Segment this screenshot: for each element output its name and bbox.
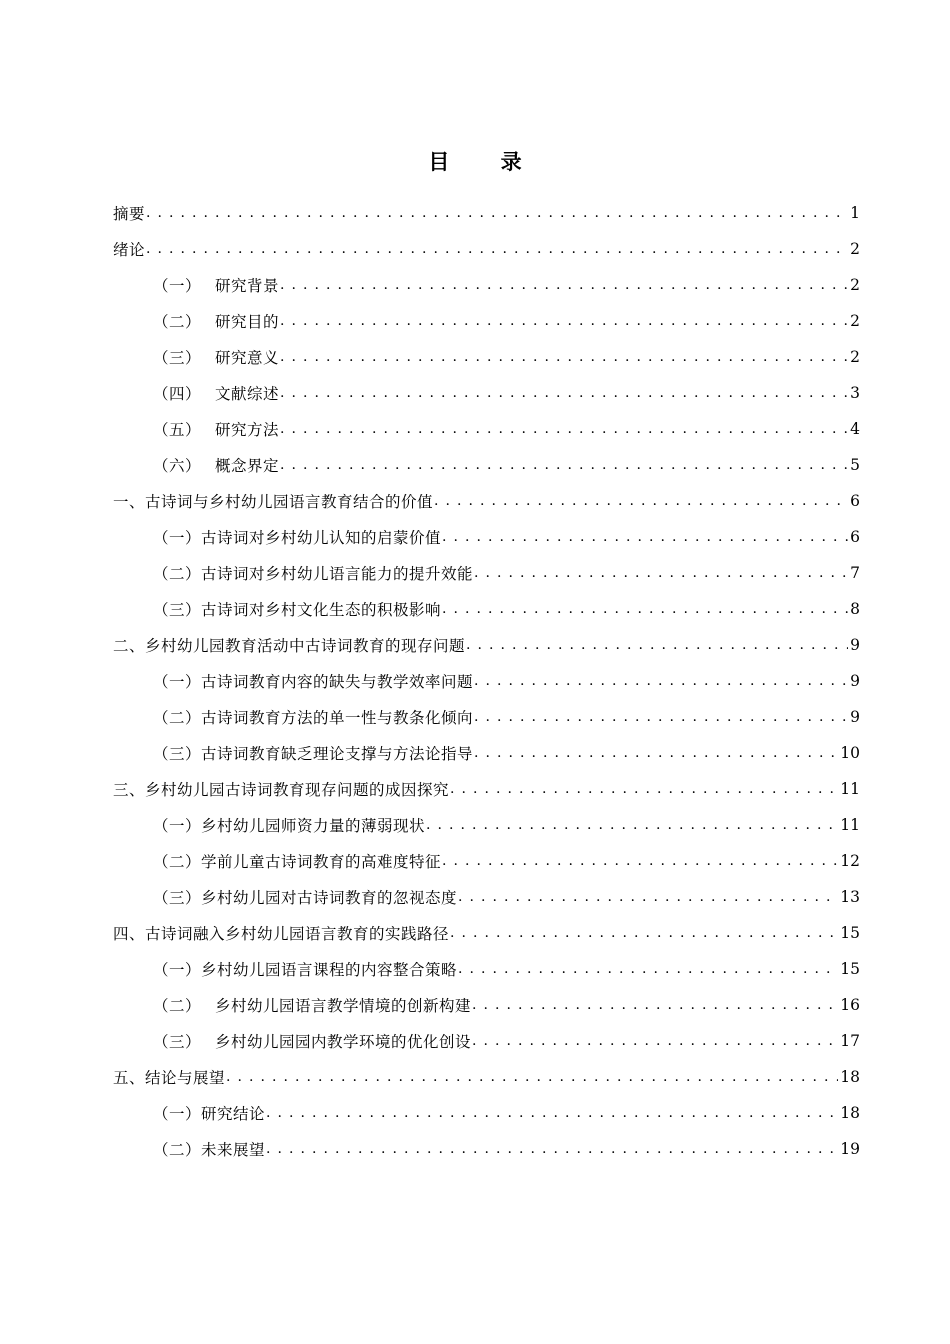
toc-page-number: 6 <box>850 528 860 546</box>
toc-entry-number: （二） <box>153 709 202 727</box>
toc-page-number: 11 <box>840 780 860 798</box>
toc-entry[interactable] <box>153 448 860 482</box>
toc-entry-title: 古诗词与乡村幼儿园语言教育结合的价值 <box>145 493 434 511</box>
toc-page-number: 2 <box>850 312 860 330</box>
toc-dot-leader <box>442 527 848 547</box>
toc-entry-number: （二） <box>153 997 202 1015</box>
toc-entry-number: （四） <box>153 385 202 403</box>
toc-entry-title: 研究结论 <box>201 1105 266 1123</box>
toc-entry-title: 文献综述 <box>215 385 280 403</box>
toc-entry-number: （二） <box>153 565 202 583</box>
toc-entry-number: 一、 <box>113 493 146 511</box>
toc-entry-number: （六） <box>153 457 202 475</box>
toc-entry-number: 四、 <box>113 925 146 943</box>
toc-dot-leader <box>474 707 848 727</box>
toc-page-number: 15 <box>840 960 860 978</box>
toc-dot-leader <box>472 995 838 1015</box>
toc-page-number: 2 <box>850 276 860 294</box>
toc-entry-label <box>153 562 473 584</box>
toc-entry-number: 二、 <box>113 637 146 655</box>
toc-entry-label <box>113 1066 225 1088</box>
toc-entry-title: 乡村幼儿园语言教学情境的创新构建 <box>215 997 472 1015</box>
toc-dot-leader <box>146 239 848 259</box>
toc-entry-number: （一） <box>153 961 202 979</box>
toc-entry-number: （一） <box>153 673 202 691</box>
toc-page-number: 18 <box>840 1068 860 1086</box>
toc-entry[interactable] <box>153 376 860 410</box>
toc-entry-label <box>153 274 279 296</box>
toc-page-number: 9 <box>850 636 860 654</box>
toc-entry[interactable] <box>153 1132 860 1166</box>
toc-entry[interactable] <box>153 340 860 374</box>
toc-entry[interactable] <box>113 196 860 230</box>
toc-page-number: 11 <box>840 816 860 834</box>
toc-entry-title: 古诗词教育方法的单一性与教条化倾向 <box>201 709 474 727</box>
toc-entry-number: （三） <box>153 745 202 763</box>
toc-entry-label <box>153 598 441 620</box>
toc-dot-leader <box>280 383 848 403</box>
toc-entry-number: （五） <box>153 421 202 439</box>
toc-entry-number: （二） <box>153 1141 202 1159</box>
toc-page-number: 6 <box>850 492 860 510</box>
toc-entry-title: 研究背景 <box>215 277 280 295</box>
toc-entry[interactable] <box>153 556 860 590</box>
toc-entry-number: （三） <box>153 601 202 619</box>
toc-entry-title: 结论与展望 <box>145 1069 226 1087</box>
toc-page-number: 16 <box>840 996 860 1014</box>
toc-entry-number: （一） <box>153 817 202 835</box>
toc-entry-title: 乡村幼儿园古诗词教育现存问题的成因探究 <box>145 781 450 799</box>
toc-dot-leader <box>280 275 848 295</box>
toc-entry[interactable] <box>113 1060 860 1094</box>
toc-entry-title: 乡村幼儿园教育活动中古诗词教育的现存问题 <box>145 637 466 655</box>
toc-page-number: 4 <box>850 420 860 438</box>
toc-entry[interactable] <box>153 880 860 914</box>
toc-entry-title: 乡村幼儿园对古诗词教育的忽视态度 <box>201 889 458 907</box>
toc-entry-title: 古诗词融入乡村幼儿园语言教育的实践路径 <box>145 925 450 943</box>
toc-dot-leader <box>426 815 838 835</box>
toc-dot-leader <box>458 959 838 979</box>
toc-entry-label <box>153 886 457 908</box>
toc-entry[interactable] <box>153 808 860 842</box>
toc-page-number: 10 <box>840 744 860 762</box>
toc-dot-leader <box>280 311 848 331</box>
page-title: 目 录 <box>428 149 544 174</box>
toc-entry-title: 研究目的 <box>215 313 280 331</box>
toc-page-number: 9 <box>850 708 860 726</box>
toc-entry-label <box>153 526 441 548</box>
toc-entry-number: （二） <box>153 313 202 331</box>
toc-entry-label <box>113 634 465 656</box>
toc-entry-title: 古诗词教育内容的缺失与教学效率问题 <box>201 673 474 691</box>
toc-entry-label <box>113 922 449 944</box>
toc-entry[interactable] <box>153 304 860 338</box>
toc-dot-leader <box>472 1031 838 1051</box>
toc-entry-title: 乡村幼儿园语言课程的内容整合策略 <box>201 961 458 979</box>
toc-entry-label <box>153 850 441 872</box>
toc-entry[interactable] <box>153 736 860 770</box>
toc-dot-leader <box>474 743 838 763</box>
toc-dot-leader <box>280 455 848 475</box>
toc-page-number: 8 <box>850 600 860 618</box>
toc-dot-leader <box>146 203 848 223</box>
toc-entry-label <box>113 202 145 224</box>
toc-page-number: 12 <box>840 852 860 870</box>
toc-entry[interactable] <box>113 628 860 662</box>
toc-entry-label <box>153 706 473 728</box>
toc-entry-number: （一） <box>153 1105 202 1123</box>
toc-entry-label <box>153 454 279 476</box>
toc-entry-label <box>153 418 279 440</box>
toc-entry[interactable] <box>153 592 860 626</box>
toc-entry-number: （三） <box>153 889 202 907</box>
toc-entry[interactable] <box>113 484 860 518</box>
toc-entry-label <box>153 742 473 764</box>
toc-page-number: 9 <box>850 672 860 690</box>
toc-entry-label <box>153 994 471 1016</box>
toc-entry-title: 摘要 <box>113 205 146 223</box>
toc-entry-number: 三、 <box>113 781 146 799</box>
toc-entry-label <box>113 778 449 800</box>
toc-entry[interactable] <box>153 664 860 698</box>
toc-entry[interactable] <box>153 520 860 554</box>
toc-entry[interactable] <box>153 988 860 1022</box>
toc-entry-label <box>153 814 425 836</box>
toc-entry-label <box>153 382 279 404</box>
toc-entry-number: （一） <box>153 277 202 295</box>
toc-dot-leader <box>442 599 848 619</box>
toc-entry-number: 五、 <box>113 1069 146 1087</box>
toc-entry-title: 概念界定 <box>215 457 280 475</box>
toc-dot-leader <box>226 1067 838 1087</box>
toc-entry[interactable] <box>113 916 860 950</box>
toc-entry-label <box>153 1102 265 1124</box>
toc-dot-leader <box>266 1103 838 1123</box>
toc-entry[interactable] <box>153 412 860 446</box>
toc-dot-leader <box>450 779 838 799</box>
toc-page-number: 7 <box>850 564 860 582</box>
toc-entry-number: （一） <box>153 529 202 547</box>
toc-entry[interactable] <box>153 1024 860 1058</box>
toc-entry-title: 研究意义 <box>215 349 280 367</box>
toc-entry-label <box>153 958 457 980</box>
toc-entry-title: 古诗词对乡村文化生态的积极影响 <box>201 601 442 619</box>
toc-entry-label <box>153 1030 471 1052</box>
toc-entry-label <box>113 238 145 260</box>
toc-entry-number: （三） <box>153 349 202 367</box>
toc-entry[interactable] <box>153 1096 860 1130</box>
toc-entry-title: 绪论 <box>113 241 146 259</box>
toc-page-number: 18 <box>840 1104 860 1122</box>
toc-entry[interactable] <box>153 952 860 986</box>
toc-entry-number: （三） <box>153 1033 202 1051</box>
toc-entry-title: 古诗词对乡村幼儿语言能力的提升效能 <box>201 565 474 583</box>
toc-dot-leader <box>450 923 838 943</box>
toc-entry-title: 乡村幼儿园师资力量的薄弱现状 <box>201 817 426 835</box>
toc-entry-label <box>153 346 279 368</box>
toc-dot-leader <box>466 635 848 655</box>
toc-entry[interactable] <box>113 232 860 266</box>
toc-page-number: 13 <box>840 888 860 906</box>
toc-entry[interactable] <box>153 268 860 302</box>
toc-dot-leader <box>442 851 838 871</box>
toc-entry[interactable] <box>153 844 860 878</box>
toc-page-number: 3 <box>850 384 860 402</box>
toc-page-number: 15 <box>840 924 860 942</box>
toc-dot-leader <box>474 671 848 691</box>
toc-page-number: 2 <box>850 348 860 366</box>
toc-entry-title: 古诗词对乡村幼儿认知的启蒙价值 <box>201 529 442 547</box>
toc-dot-leader <box>280 347 848 367</box>
toc-entry-label <box>153 670 473 692</box>
toc-page-number: 2 <box>850 240 860 258</box>
toc-dot-leader <box>266 1139 838 1159</box>
toc-dot-leader <box>474 563 848 583</box>
toc-dot-leader <box>458 887 838 907</box>
toc-entry[interactable] <box>153 700 860 734</box>
toc-page-number: 1 <box>850 204 860 222</box>
toc-dot-leader <box>280 419 848 439</box>
toc-entry-number: （二） <box>153 853 202 871</box>
toc-entry-label <box>113 490 433 512</box>
toc-entry-label <box>153 1138 265 1160</box>
toc-page-number: 5 <box>850 456 860 474</box>
toc-entry-title: 古诗词教育缺乏理论支撑与方法论指导 <box>201 745 474 763</box>
toc-page-number: 19 <box>840 1140 860 1158</box>
toc-entry-label <box>153 310 279 332</box>
toc-entry[interactable] <box>113 772 860 806</box>
toc-entry-title: 研究方法 <box>215 421 280 439</box>
toc-entry-title: 乡村幼儿园园内教学环境的优化创设 <box>215 1033 472 1051</box>
toc-entry-title: 学前儿童古诗词教育的高难度特征 <box>201 853 442 871</box>
toc-dot-leader <box>434 491 848 511</box>
toc-page-number: 17 <box>840 1032 860 1050</box>
toc-entry-title: 未来展望 <box>201 1141 266 1159</box>
